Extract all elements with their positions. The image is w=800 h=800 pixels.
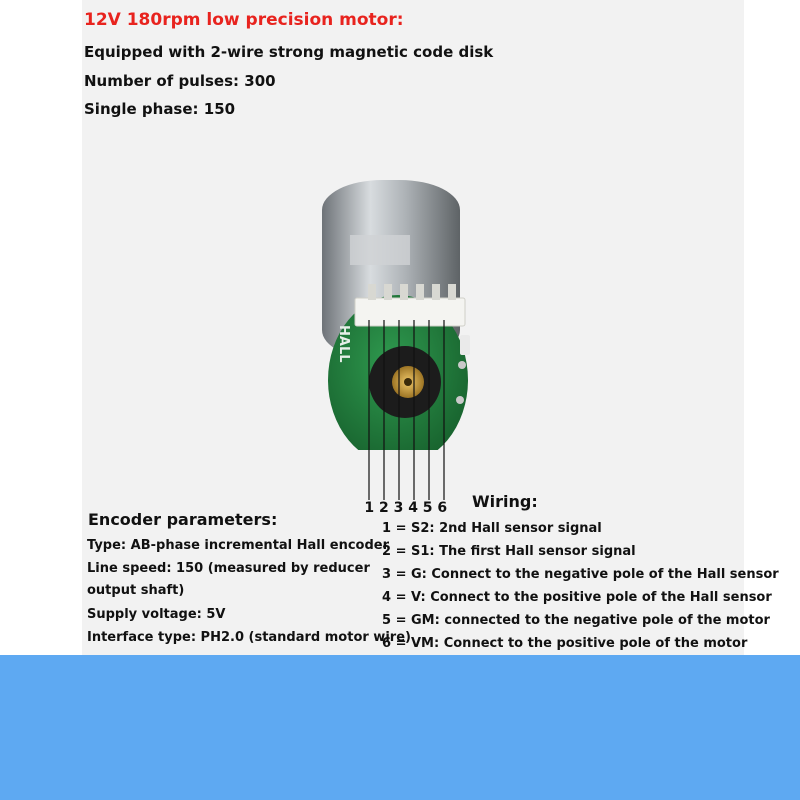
pin-number: 6 xyxy=(437,500,448,516)
encoder-line: Supply voltage: 5V xyxy=(87,607,226,622)
wiring-line: 1 = S2: 2nd Hall sensor signal xyxy=(382,521,602,536)
pin-number: 5 xyxy=(422,500,433,516)
encoder-line: Line speed: 150 (measured by reducer xyxy=(87,561,370,576)
pin-number: 4 xyxy=(408,500,418,516)
wiring-heading: Wiring: xyxy=(472,492,538,511)
pin-lead-lines xyxy=(360,320,460,505)
encoder-line: Type: AB-phase incremental Hall encoder xyxy=(87,538,389,553)
wiring-line: 4 = V: Connect to the positive pole of the Hall sensor xyxy=(382,590,772,605)
hall-marking: HALL xyxy=(336,325,351,363)
wiring-line: 5 = GM: connected to the negative pole of the motor xyxy=(382,613,770,628)
capacitor-icon xyxy=(460,335,470,355)
bottom-color-band xyxy=(0,655,800,800)
encoder-line: Interface type: PH2.0 (standard motor wire) xyxy=(87,630,411,645)
pin-number: 3 xyxy=(393,500,404,516)
wiring-line: 6 = VM: Connect to the positive pole of the motor xyxy=(382,636,748,651)
spec-line: Equipped with 2-wire strong magnetic code disk xyxy=(84,43,494,61)
spec-line: Single phase: 150 xyxy=(84,100,236,118)
product-title: 12V 180rpm low precision motor: xyxy=(84,10,404,30)
pin-numbers xyxy=(362,500,450,516)
pin-number: 1 xyxy=(364,500,375,516)
encoder-heading: Encoder parameters: xyxy=(88,510,278,529)
pin-number: 2 xyxy=(379,500,389,516)
spec-line: Number of pulses: 300 xyxy=(84,72,276,90)
wiring-line: 3 = G: Connect to the negative pole of the Hall sensor xyxy=(382,567,779,582)
wiring-line: 2 = S1: The first Hall sensor signal xyxy=(382,544,636,559)
encoder-line: output shaft) xyxy=(87,583,185,598)
motor-label xyxy=(350,235,410,265)
